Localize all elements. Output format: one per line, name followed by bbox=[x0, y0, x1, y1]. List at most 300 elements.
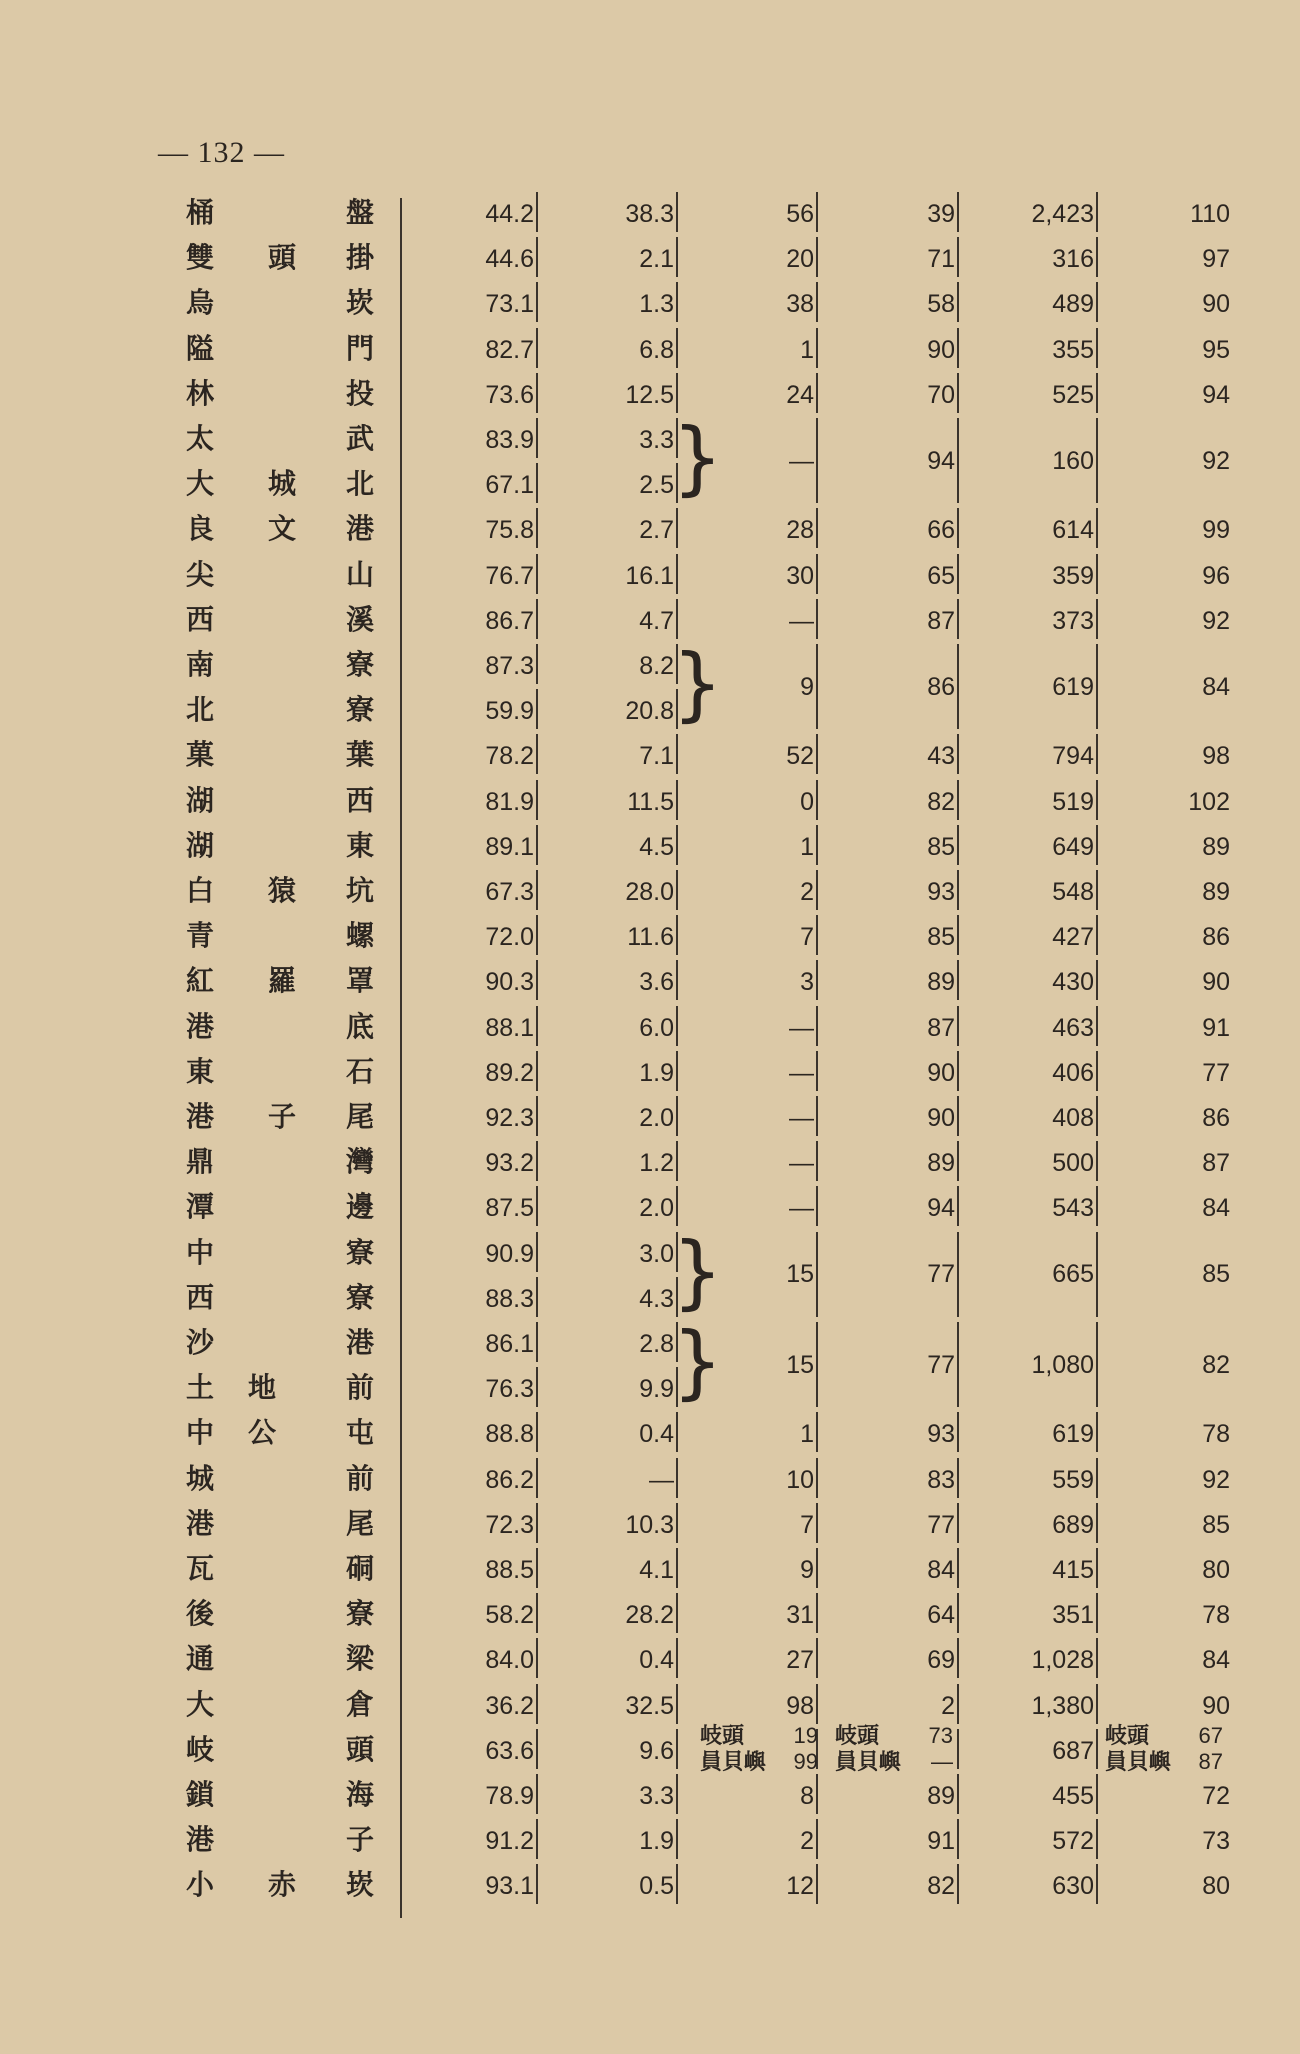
place-name-part: 尾 bbox=[345, 1506, 374, 1540]
place-name-part: 邊 bbox=[345, 1190, 374, 1224]
table-row bbox=[0, 642, 1300, 687]
cell-c3: 98 bbox=[710, 1684, 818, 1724]
cell-c2: 32.5 bbox=[570, 1684, 678, 1724]
place-name-part: 紅 bbox=[185, 964, 214, 998]
place-name-part: 湖 bbox=[185, 828, 214, 862]
qitou-subvalue: 73 bbox=[928, 1722, 953, 1748]
cell-c1: 87.3 bbox=[430, 644, 538, 684]
cell-c6: 90 bbox=[1202, 1691, 1230, 1720]
cell-c6: 97 bbox=[1202, 245, 1230, 274]
cell-c3: — bbox=[710, 599, 818, 639]
cell-c2: 0.4 bbox=[570, 1638, 678, 1678]
cell-c2: — bbox=[570, 1458, 678, 1498]
cell-c1: 59.9 bbox=[430, 689, 538, 729]
cell-c2: 2.1 bbox=[570, 237, 678, 277]
table-row bbox=[0, 461, 1300, 506]
place-name-part: 子 bbox=[267, 1100, 296, 1133]
cell-c2: 6.8 bbox=[570, 328, 678, 368]
cell-c1: 76.3 bbox=[430, 1367, 538, 1407]
cell-c3: 1 bbox=[710, 1412, 818, 1452]
cell-c5: 408 bbox=[990, 1096, 1098, 1136]
cell-c2: 10.3 bbox=[570, 1503, 678, 1543]
cell-c3: 27 bbox=[710, 1638, 818, 1678]
cell-c6: 78 bbox=[1202, 1420, 1230, 1449]
place-name-part: 鎖 bbox=[185, 1778, 214, 1811]
cell-c1: 86.7 bbox=[430, 599, 538, 639]
brace-icon: } bbox=[672, 1315, 723, 1408]
place-name-part: 港 bbox=[345, 512, 374, 546]
table-row bbox=[0, 1636, 1300, 1681]
cell-c6: 90 bbox=[1202, 968, 1230, 997]
cell-c5: 543 bbox=[990, 1186, 1098, 1226]
cell-c1: 88.3 bbox=[430, 1277, 538, 1317]
cell-c6: 110 bbox=[1190, 200, 1230, 228]
table-row bbox=[0, 1184, 1300, 1229]
table-row bbox=[0, 1456, 1300, 1501]
place-name-part: 菓 bbox=[185, 738, 214, 772]
cell-c3: 24 bbox=[710, 373, 818, 413]
table-row bbox=[0, 416, 1300, 461]
cell-c5: 455 bbox=[990, 1774, 1098, 1814]
cell-c5: 427 bbox=[990, 915, 1098, 955]
cell-c6: 98 bbox=[1202, 742, 1230, 771]
place-name-part: 土 bbox=[185, 1371, 214, 1405]
place-name-part: 猿 bbox=[267, 874, 296, 907]
qitou-subvalue: — bbox=[931, 1748, 953, 1774]
cell-c1: 86.2 bbox=[430, 1458, 538, 1498]
place-name-part: 城 bbox=[185, 1461, 214, 1495]
table-row bbox=[0, 597, 1300, 642]
cell-c1: 83.9 bbox=[430, 418, 538, 458]
cell-c5: 373 bbox=[990, 599, 1098, 639]
cell-c1: 87.5 bbox=[430, 1186, 538, 1226]
cell-c5: 359 bbox=[990, 554, 1098, 594]
cell-c1: 78.2 bbox=[430, 734, 538, 774]
cell-c5: 572 bbox=[990, 1819, 1098, 1859]
place-name-part: 湖 bbox=[185, 783, 214, 817]
merged-cell-c6: 84 bbox=[1202, 672, 1230, 701]
cell-c2: 12.5 bbox=[570, 373, 678, 413]
place-name-part: 通 bbox=[185, 1642, 214, 1676]
place-name-part: 西 bbox=[185, 1280, 214, 1314]
qitou-sublabel: 員貝嶼 bbox=[700, 1748, 767, 1775]
place-name-part: 罩 bbox=[345, 964, 374, 998]
place-name-part: 石 bbox=[345, 1054, 374, 1088]
place-name-part: 中 bbox=[185, 1416, 214, 1450]
cell-c5: 548 bbox=[990, 870, 1098, 910]
place-name-part: 山 bbox=[345, 557, 374, 591]
cell-c4: 83 bbox=[845, 1458, 959, 1498]
place-name-part: 文 bbox=[267, 512, 296, 546]
cell-c3: 0 bbox=[710, 780, 818, 820]
place-name-part: 西 bbox=[345, 783, 374, 817]
cell-c5: 687 bbox=[990, 1729, 1098, 1769]
table-row bbox=[0, 1772, 1300, 1817]
cell-c6: 95 bbox=[1202, 335, 1230, 364]
cell-c1: 36.2 bbox=[430, 1684, 538, 1724]
cell-c6: 89 bbox=[1202, 878, 1230, 906]
cell-c4: 70 bbox=[845, 373, 959, 413]
table-row bbox=[0, 1591, 1300, 1636]
table-row bbox=[0, 1139, 1300, 1184]
place-name-part: 白 bbox=[185, 874, 214, 907]
cell-c4: 65 bbox=[845, 554, 959, 594]
cell-c3: 12 bbox=[710, 1864, 818, 1904]
cell-c3: — bbox=[710, 1051, 818, 1091]
qitou-sublabel: 員貝嶼 bbox=[835, 1748, 902, 1775]
merged-cell-c5: 160 bbox=[990, 439, 1098, 479]
cell-c2: 4.7 bbox=[570, 599, 678, 639]
qitou-subvalue: 67 bbox=[1198, 1722, 1223, 1748]
cell-c1: 88.8 bbox=[430, 1412, 538, 1452]
page-number: — 132 — bbox=[158, 136, 285, 169]
cell-c4: 93 bbox=[845, 870, 959, 910]
table-row bbox=[0, 1862, 1300, 1907]
cell-c2: 11.5 bbox=[570, 780, 678, 820]
qitou-sublabel: 員貝嶼 bbox=[1105, 1748, 1172, 1775]
place-name-part: 北 bbox=[345, 467, 374, 501]
cell-c2: 2.5 bbox=[570, 463, 678, 503]
place-name-part: 葉 bbox=[345, 738, 374, 772]
place-name-part: 掛 bbox=[345, 241, 374, 275]
cell-c6: 73 bbox=[1202, 1827, 1230, 1856]
cell-c2: 9.9 bbox=[570, 1367, 678, 1407]
place-name-part: 城 bbox=[267, 467, 296, 501]
table-row bbox=[0, 1275, 1300, 1320]
cell-c3: — bbox=[710, 1006, 818, 1046]
table-row bbox=[0, 913, 1300, 958]
cell-c1: 88.5 bbox=[430, 1548, 538, 1588]
cell-c4: 66 bbox=[845, 508, 959, 548]
merged-cell-c6: 92 bbox=[1202, 446, 1230, 475]
cell-c5: 519 bbox=[990, 780, 1098, 820]
qitou-sublabel: 岐頭 bbox=[700, 1722, 745, 1749]
place-name-part: 烏 bbox=[185, 286, 214, 320]
cell-c3: 20 bbox=[710, 237, 818, 277]
place-name-part: 東 bbox=[345, 828, 374, 862]
cell-c1: 73.1 bbox=[430, 282, 538, 322]
table-row bbox=[0, 868, 1300, 913]
cell-c2: 8.2 bbox=[570, 644, 678, 684]
cell-c2: 2.7 bbox=[570, 508, 678, 548]
cell-c4: 43 bbox=[845, 734, 959, 774]
cell-c1: 93.1 bbox=[430, 1864, 538, 1904]
cell-c5: 415 bbox=[990, 1548, 1098, 1588]
cell-c2: 0.5 bbox=[570, 1864, 678, 1904]
place-name-part: 溪 bbox=[345, 602, 374, 636]
place-name-part: 岐 bbox=[185, 1732, 214, 1766]
cell-c4: 90 bbox=[845, 328, 959, 368]
cell-c1: 82.7 bbox=[430, 328, 538, 368]
table-row bbox=[0, 190, 1300, 235]
place-name-part: 中 bbox=[185, 1235, 214, 1269]
cell-c1: 84.0 bbox=[430, 1638, 538, 1678]
cell-c3: 7 bbox=[710, 1503, 818, 1543]
cell-c6: 85 bbox=[1202, 1510, 1230, 1539]
place-name-part: 沙 bbox=[185, 1326, 214, 1359]
cell-c5: 500 bbox=[990, 1141, 1098, 1181]
cell-c6: 96 bbox=[1202, 561, 1230, 590]
cell-c3: 1 bbox=[710, 328, 818, 368]
qitou-subvalue: 19 bbox=[793, 1722, 818, 1748]
place-name-part: 子 bbox=[345, 1823, 374, 1857]
table-row bbox=[0, 1049, 1300, 1094]
cell-c3: 52 bbox=[710, 734, 818, 774]
place-name-part: 底 bbox=[345, 1009, 374, 1043]
cell-c1: 89.1 bbox=[430, 825, 538, 865]
cell-c1: 72.0 bbox=[430, 915, 538, 955]
cell-c2: 28.0 bbox=[570, 870, 678, 910]
cell-c1: 93.2 bbox=[430, 1141, 538, 1181]
cell-c4: 64 bbox=[845, 1593, 959, 1633]
cell-c5: 630 bbox=[990, 1864, 1098, 1904]
cell-c3: 1 bbox=[710, 825, 818, 865]
cell-c6: 86 bbox=[1202, 1104, 1230, 1132]
cell-c1: 75.8 bbox=[430, 508, 538, 548]
cell-c3: 28 bbox=[710, 508, 818, 548]
table-row bbox=[0, 823, 1300, 868]
merged-cell-c6: 82 bbox=[1202, 1350, 1230, 1379]
cell-c5: 1,380 bbox=[990, 1684, 1098, 1724]
place-name-part: 坑 bbox=[345, 874, 374, 907]
cell-c5: 525 bbox=[990, 373, 1098, 413]
cell-c5: 430 bbox=[990, 960, 1098, 1000]
cell-c4: 87 bbox=[845, 1006, 959, 1046]
cell-c6: 91 bbox=[1202, 1013, 1230, 1042]
merged-cell-c3: 15 bbox=[710, 1343, 818, 1383]
cell-c4: 85 bbox=[845, 825, 959, 865]
place-name-part: 南 bbox=[185, 648, 214, 681]
place-name-part: 頭 bbox=[267, 241, 296, 275]
cell-c2: 7.1 bbox=[570, 734, 678, 774]
cell-c2: 6.0 bbox=[570, 1006, 678, 1046]
cell-c4: 93 bbox=[845, 1412, 959, 1452]
cell-c3: 9 bbox=[710, 1548, 818, 1588]
cell-c4: 89 bbox=[845, 960, 959, 1000]
table-row bbox=[0, 1682, 1300, 1727]
cell-c1: 90.3 bbox=[430, 960, 538, 1000]
place-name-part: 螺 bbox=[345, 919, 374, 953]
cell-c4: 71 bbox=[845, 237, 959, 277]
merged-cell-c5: 1,080 bbox=[990, 1343, 1098, 1383]
merged-cell-c4: 86 bbox=[845, 665, 959, 705]
place-name-part: 大 bbox=[185, 467, 214, 501]
cell-c2: 28.2 bbox=[570, 1593, 678, 1633]
cell-c2: 20.8 bbox=[570, 689, 678, 729]
place-name-part: 東 bbox=[185, 1054, 214, 1088]
table-row bbox=[0, 1320, 1300, 1365]
cell-c1: 58.2 bbox=[430, 1593, 538, 1633]
cell-c5: 351 bbox=[990, 1593, 1098, 1633]
cell-c6: 89 bbox=[1202, 832, 1230, 861]
merged-cell-c4: 94 bbox=[845, 439, 959, 479]
place-name-part: 鼎 bbox=[185, 1145, 214, 1179]
cell-c4: 77 bbox=[845, 1503, 959, 1543]
cell-c4: 39 bbox=[845, 192, 959, 232]
cell-c4: 85 bbox=[845, 915, 959, 955]
cell-c1: 91.2 bbox=[430, 1819, 538, 1859]
cell-c3: — bbox=[710, 1141, 818, 1181]
place-name-part: 地公 bbox=[247, 1371, 306, 1450]
cell-c1: 92.3 bbox=[430, 1096, 538, 1136]
place-name-part: 大 bbox=[185, 1687, 214, 1721]
table-row bbox=[0, 1094, 1300, 1139]
place-name-part: 羅 bbox=[267, 964, 296, 998]
cell-c6: 92 bbox=[1202, 1465, 1230, 1494]
place-name-part: 小 bbox=[185, 1868, 214, 1902]
cell-c2: 3.3 bbox=[570, 1774, 678, 1814]
cell-c5: 1,028 bbox=[990, 1638, 1098, 1678]
cell-c5: 649 bbox=[990, 825, 1098, 865]
place-name-part: 前 bbox=[345, 1461, 374, 1495]
cell-c5: 614 bbox=[990, 508, 1098, 548]
cell-c6: 92 bbox=[1202, 606, 1230, 635]
cell-c6: 102 bbox=[1188, 787, 1230, 816]
cell-c1: 88.1 bbox=[430, 1006, 538, 1046]
merged-cell-c6: 85 bbox=[1202, 1260, 1230, 1289]
merged-cell-c3: 9 bbox=[710, 665, 818, 705]
place-name-part: 瓦 bbox=[185, 1552, 214, 1585]
place-name-part: 寮 bbox=[345, 648, 374, 681]
table-row bbox=[0, 1817, 1300, 1862]
qitou-subvalue: 99 bbox=[793, 1748, 818, 1774]
place-name-part: 倉 bbox=[345, 1687, 374, 1721]
place-name-part: 投 bbox=[345, 376, 374, 410]
cell-c3: 7 bbox=[710, 915, 818, 955]
cell-c2: 3.0 bbox=[570, 1232, 678, 1272]
table-row bbox=[0, 280, 1300, 325]
table-row bbox=[0, 687, 1300, 732]
place-name-part: 武 bbox=[345, 422, 374, 455]
cell-c1: 44.2 bbox=[430, 192, 538, 232]
cell-c1: 67.1 bbox=[430, 463, 538, 503]
cell-c2: 1.9 bbox=[570, 1051, 678, 1091]
cell-c4: 94 bbox=[845, 1186, 959, 1226]
place-name-part: 潭 bbox=[185, 1190, 214, 1224]
cell-c1: 67.3 bbox=[430, 870, 538, 910]
cell-c4: 90 bbox=[845, 1096, 959, 1136]
place-name-part: 赤 bbox=[267, 1868, 296, 1902]
cell-c4: 89 bbox=[845, 1141, 959, 1181]
table-row bbox=[0, 1004, 1300, 1049]
cell-c5: 559 bbox=[990, 1458, 1098, 1498]
table-row bbox=[0, 1410, 1300, 1455]
cell-c5: 689 bbox=[990, 1503, 1098, 1543]
place-name-part: 雙 bbox=[185, 241, 214, 275]
merged-cell-c3: — bbox=[710, 439, 818, 479]
cell-c5: 406 bbox=[990, 1051, 1098, 1091]
cell-c2: 2.0 bbox=[570, 1186, 678, 1226]
cell-c4: 2 bbox=[845, 1684, 959, 1724]
cell-c3: 2 bbox=[710, 870, 818, 910]
cell-c1: 81.9 bbox=[430, 780, 538, 820]
place-name-part: 太 bbox=[185, 422, 214, 455]
cell-c1: 44.6 bbox=[430, 237, 538, 277]
place-name-part: 北 bbox=[185, 693, 214, 727]
cell-c3: 30 bbox=[710, 554, 818, 594]
place-name-part: 林 bbox=[185, 376, 214, 410]
cell-c2: 3.3 bbox=[570, 418, 678, 458]
place-name-part: 後 bbox=[185, 1597, 214, 1631]
place-name-part: 隘 bbox=[185, 331, 214, 365]
place-name-part: 崁 bbox=[345, 1868, 374, 1902]
place-name-part: 尾 bbox=[345, 1100, 374, 1133]
place-name-part: 梁 bbox=[345, 1642, 374, 1676]
cell-c3: — bbox=[710, 1096, 818, 1136]
cell-c4: 69 bbox=[845, 1638, 959, 1678]
table-row bbox=[0, 506, 1300, 551]
cell-c2: 4.1 bbox=[570, 1548, 678, 1588]
merged-cell-c4: 77 bbox=[845, 1343, 959, 1383]
cell-c3: 10 bbox=[710, 1458, 818, 1498]
table-row bbox=[0, 552, 1300, 597]
place-name-part: 崁 bbox=[345, 286, 374, 320]
place-name-part: 門 bbox=[345, 331, 374, 365]
table-row bbox=[0, 326, 1300, 371]
table-row bbox=[0, 235, 1300, 280]
cell-c1: 76.7 bbox=[430, 554, 538, 594]
cell-c3: 2 bbox=[710, 1819, 818, 1859]
place-name-part: 盤 bbox=[345, 196, 374, 229]
cell-c2: 2.0 bbox=[570, 1096, 678, 1136]
cell-c2: 1.9 bbox=[570, 1819, 678, 1859]
qitou-sublabel: 岐頭 bbox=[835, 1722, 880, 1749]
place-name-part: 港 bbox=[185, 1009, 214, 1043]
place-name-part: 港 bbox=[185, 1823, 214, 1857]
cell-c4: 90 bbox=[845, 1051, 959, 1091]
merged-cell-c5: 665 bbox=[990, 1252, 1098, 1292]
cell-c2: 16.1 bbox=[570, 554, 678, 594]
cell-c6: 99 bbox=[1202, 516, 1230, 545]
cell-c2: 4.3 bbox=[570, 1277, 678, 1317]
cell-c2: 11.6 bbox=[570, 915, 678, 955]
place-name-part: 寮 bbox=[345, 693, 374, 727]
cell-c1: 72.3 bbox=[430, 1503, 538, 1543]
qitou-sublabel: 岐頭 bbox=[1105, 1722, 1150, 1749]
table-row bbox=[0, 732, 1300, 777]
place-name-part: 港 bbox=[185, 1100, 214, 1133]
place-name-part: 海 bbox=[345, 1778, 374, 1811]
place-name-part: 寮 bbox=[345, 1235, 374, 1269]
cell-c2: 1.3 bbox=[570, 282, 678, 322]
place-name-part: 青 bbox=[185, 919, 214, 953]
cell-c2: 9.6 bbox=[570, 1729, 678, 1769]
cell-c1: 78.9 bbox=[430, 1774, 538, 1814]
cell-c4: 89 bbox=[845, 1774, 959, 1814]
cell-c4: 82 bbox=[845, 780, 959, 820]
cell-c5: 355 bbox=[990, 328, 1098, 368]
cell-c6: 94 bbox=[1202, 380, 1230, 409]
cell-c2: 2.8 bbox=[570, 1322, 678, 1362]
place-name-part: 頭 bbox=[345, 1732, 374, 1766]
cell-c1: 90.9 bbox=[430, 1232, 538, 1272]
qitou-subvalue: 87 bbox=[1198, 1748, 1223, 1774]
cell-c6: 90 bbox=[1202, 290, 1230, 319]
table-row bbox=[0, 958, 1300, 1003]
table-row bbox=[0, 371, 1300, 416]
place-name-part: 桶 bbox=[185, 196, 214, 229]
merged-cell-c4: 77 bbox=[845, 1252, 959, 1292]
cell-c6: 84 bbox=[1202, 1194, 1230, 1223]
cell-c3: 56 bbox=[710, 192, 818, 232]
place-name-part: 硐 bbox=[345, 1552, 374, 1585]
place-name-part: 西 bbox=[185, 602, 214, 636]
cell-c1: 63.6 bbox=[430, 1729, 538, 1769]
cell-c5: 316 bbox=[990, 237, 1098, 277]
cell-c2: 38.3 bbox=[570, 192, 678, 232]
table-row bbox=[0, 1501, 1300, 1546]
cell-c4: 82 bbox=[845, 1864, 959, 1904]
